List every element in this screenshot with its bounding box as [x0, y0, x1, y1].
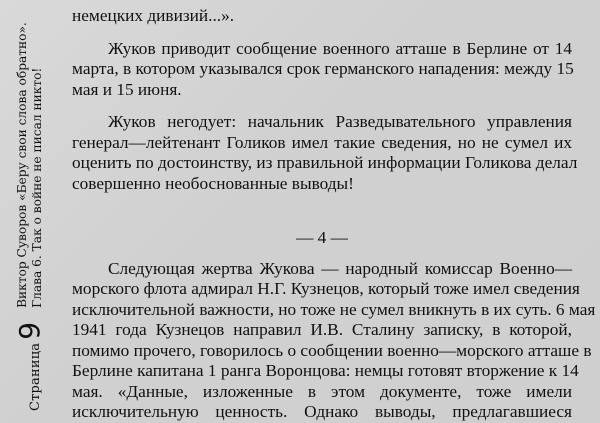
- text-line: исключительной важности, но тоже не сумел вникнуть в их суть. 6 мая: [72, 299, 596, 319]
- text-line: Следующая жертва Жукова — народный комиссар Военно—: [108, 258, 572, 278]
- text-line: немецких дивизий...».: [72, 6, 235, 25]
- text-line: 1941 года Кузнецов направил И.В. Сталину записку, в которой,: [72, 320, 572, 339]
- text-line: помимо прочего, говорилось о сообщении военно—морского атташе в: [72, 340, 592, 360]
- page-number-block: [13, 321, 46, 411]
- main-text-column: [72, 6, 596, 423]
- text-line: Жуков негодует: начальник Разведывательного управления: [108, 112, 572, 131]
- source-chapter-title: Глава 6. Так о войне не писал никто!: [30, 67, 44, 308]
- text-line: Берлине капитана 1 ранга Воронцова: немцы готовят вторжение к 14: [72, 361, 579, 380]
- text-line: оценить по достоинству, из правильной информации Голикова делал: [72, 153, 578, 172]
- text-line: совершенно необоснованные выводы!: [72, 173, 354, 193]
- page-number: 9: [13, 321, 46, 340]
- text-line: мая и 15 июня.: [72, 79, 182, 99]
- source-reference: [15, 22, 45, 308]
- page-sidebar: [0, 0, 60, 423]
- text-line: Жуков приводит сообщение военного атташе в Берлине от 14: [108, 38, 572, 58]
- paragraph-kuznetsov: [72, 258, 596, 423]
- text-line: марта, в котором указывался срок германского нападения: между 15: [72, 59, 574, 78]
- page-word-label: Страница: [28, 342, 43, 411]
- text-line: исключительную ценность. Однако выводы, предлагавшиеся: [72, 402, 572, 421]
- text-line: генерал—лейтенант Голиков имел такие сведения, но не сумел их: [72, 132, 572, 152]
- source-book-title: Виктор Суворов «Беру свои слова обратно».: [15, 22, 29, 308]
- section-number: — 4 —: [296, 228, 348, 247]
- text-line: мая. «Данные, изложенные в этом документе, тоже имели: [72, 381, 572, 401]
- text-line: морского флота адмирал Н.Г. Кузнецов, который тоже имел сведения: [72, 279, 580, 298]
- paragraph-attache-report: [72, 39, 572, 101]
- sidebar-rotated-block: [15, 11, 45, 411]
- paragraph-zhukov-indignant: [72, 112, 578, 194]
